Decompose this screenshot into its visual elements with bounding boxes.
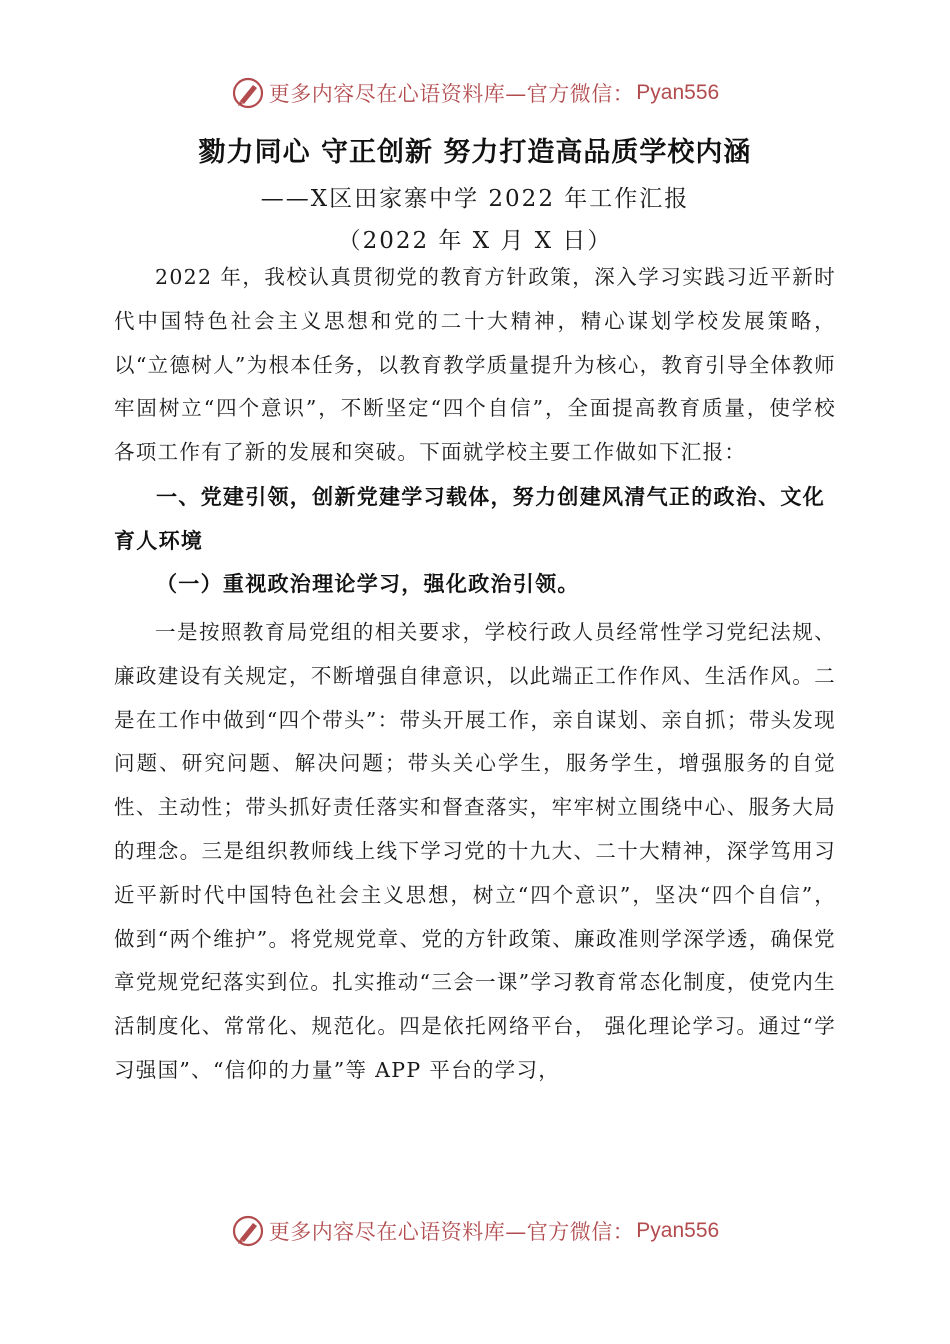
subsection-paragraph: 一是按照教育局党组的相关要求，学校行政人员经常性学习党纪法规、廉政建设有关规定，不断增强自律意识，以此端正工作作风、生活作风。二是在工作中做到“四个带头”：带头开展工作，亲自谋划、亲自抓；带头发现问题、研究问题、解决问题；带头关心学生，服务学生，增强服务的自觉性、主动性；带头抓好责任落实和督查落实，牢牢树立围绕中心、服务大局的理念。三是组织教师线上线下学习党的十九大、二十大精神，深学笃用习近平新时代中国特色社会主义思想，树立“四个意识”，坚决“四个自信”，做到“两个维护”。将党规党章、党的方针政策、廉政准则学深学透，确保党章党规党纪落实到位。扎实推动“三会一课”学习教育常态化制度，使党内生活制度化、常常化、规范化。四是依托网络平台， 强化理论学习。通过“学习强国”、“信仰的力量”等 APP 平台的学习， [114, 620, 836, 1082]
pen-logo-icon [231, 1214, 265, 1248]
intro-paragraph: 2022 年，我校认真贯彻党的教育方针政策，深入学习实践习近平新时代中国特色社会主义思想和党的二十大精神，精心谋划学校发展策略，以“立德树人”为根本任务，以教育教学质量提升为核心，教育引导全体教师牢固树立“四个意识”，不断坚定“四个自信”，全面提高教育质量，使学校各项工作有了新的发展和突破。下面就学校主要工作做如下汇报： [114, 265, 836, 465]
watermark-footer [0, 1211, 950, 1251]
watermark-wechat-id: Pyan556 [636, 1219, 720, 1242]
watermark-wechat-id: Pyan556 [636, 81, 720, 104]
document-date: （2022 年 X 月 X 日） [337, 228, 613, 254]
section-heading-block [114, 476, 836, 564]
section-heading: 一、党建引领，创新党建学习载体，努力创建风清气正的政治、文化育人环境 [114, 485, 825, 553]
subsection-heading-block [114, 563, 836, 607]
document-subtitle: ——X区田家寨中学 2022 年工作汇报 [260, 186, 690, 212]
intro-block [114, 256, 836, 475]
pen-logo-icon [231, 76, 265, 110]
watermark-text: 更多内容尽在心语资料库—官方微信： [268, 1220, 635, 1244]
watermark-text: 更多内容尽在心语资料库—官方微信： [268, 82, 635, 106]
watermark-header [0, 73, 950, 113]
subsection-body-block [114, 611, 836, 1093]
subsection-heading: （一）重视政治理论学习，强化政治引领。 [156, 572, 580, 596]
document-title: 勠力同心 守正创新 努力打造高品质学校内涵 [198, 137, 752, 168]
